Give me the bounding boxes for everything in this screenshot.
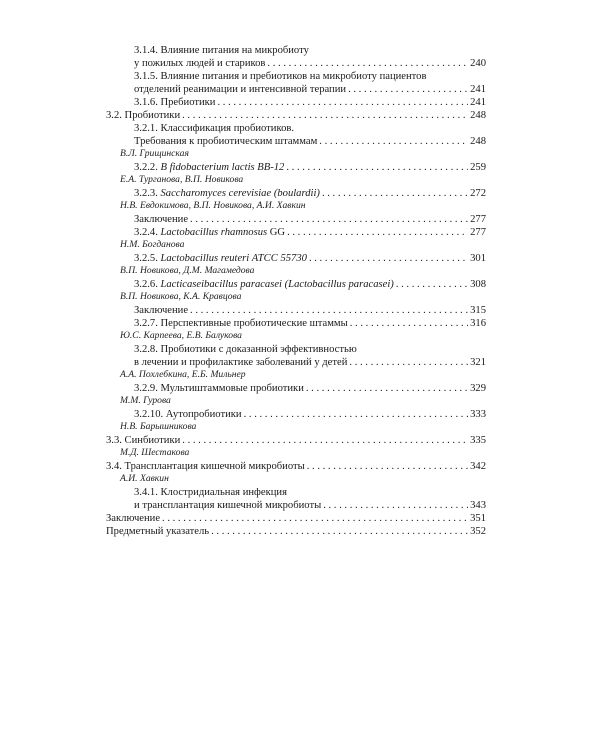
toc-entry[interactable] bbox=[106, 512, 486, 525]
toc-entry-title: 3.2.8. Пробиотики с доказанной эффективностью bbox=[134, 344, 357, 355]
toc-author: Н.В. Барышникова bbox=[120, 421, 197, 432]
toc-entry[interactable] bbox=[106, 382, 486, 395]
toc-page-number: 240 bbox=[470, 58, 486, 69]
toc-page-number: 351 bbox=[470, 513, 486, 524]
toc-entry[interactable] bbox=[106, 278, 486, 291]
toc-leader-dots bbox=[287, 226, 468, 239]
toc-page-number: 343 bbox=[470, 500, 486, 511]
table-of-contents bbox=[106, 44, 486, 538]
toc-entry[interactable] bbox=[106, 226, 486, 239]
toc-entry-title: 3.2.5. Lactobacillus reuteri ATCC 55730 bbox=[134, 253, 307, 264]
toc-entry-title: 3.1.6. Пребиотики bbox=[134, 97, 216, 108]
toc-author: А.А. Похлебкина, Е.Б. Мильнер bbox=[120, 369, 246, 380]
toc-leader-dots bbox=[190, 304, 468, 317]
toc-leader-dots bbox=[306, 382, 468, 395]
toc-entry[interactable] bbox=[106, 161, 486, 174]
toc-entry-title: 3.4.1. Клостридиальная инфекция bbox=[134, 487, 287, 498]
toc-entry-title: Предметный указатель bbox=[106, 526, 210, 537]
toc-entry-title: у пожилых людей и стариков bbox=[134, 58, 266, 69]
toc-page-number: 241 bbox=[470, 97, 486, 108]
toc-entry[interactable] bbox=[106, 317, 486, 330]
toc-entry-title: 3.2.7. Перспективные пробиотические штаммы bbox=[134, 318, 348, 329]
toc-page-number: 352 bbox=[470, 526, 486, 537]
toc-entry[interactable] bbox=[106, 44, 486, 70]
toc-leader-dots bbox=[350, 317, 468, 330]
toc-page-number: 301 bbox=[470, 253, 486, 264]
toc-author: Ю.С. Карпеева, Е.В. Балукова bbox=[120, 330, 242, 341]
toc-page-number: 316 bbox=[470, 318, 486, 329]
toc-author: В.Л. Грищинская bbox=[120, 148, 189, 159]
toc-page-number: 277 bbox=[470, 214, 486, 225]
toc-entry[interactable] bbox=[106, 434, 486, 447]
toc-leader-dots bbox=[182, 434, 468, 447]
toc-leader-dots bbox=[267, 57, 468, 70]
toc-entry-title: 3.1.5. Влияние питания и пребиотиков на микробиоту пациентов bbox=[134, 71, 427, 82]
toc-entry-title: 3.2.10. Аутопробиотики bbox=[134, 409, 242, 420]
toc-author: М.М. Гурова bbox=[120, 395, 171, 406]
toc-author: В.П. Новикова, Д.М. Магамедова bbox=[120, 265, 255, 276]
toc-page-number: 308 bbox=[470, 279, 486, 290]
toc-entry[interactable] bbox=[106, 252, 486, 265]
toc-entry[interactable] bbox=[106, 525, 486, 538]
toc-leader-dots bbox=[286, 161, 468, 174]
toc-page-number: 335 bbox=[470, 435, 486, 446]
toc-leader-dots bbox=[323, 499, 468, 512]
toc-leader-dots bbox=[349, 356, 468, 369]
toc-entry[interactable] bbox=[106, 304, 486, 317]
toc-entry-title: и трансплантация кишечной микробиоты bbox=[134, 500, 322, 511]
toc-entry-title: 3.2.3. Saccharomyces cerevisiae (boulardii) bbox=[134, 188, 320, 199]
toc-entry-title: 3.2.6. Lacticaseibacillus paracasei (Lactobacillus paracasei) bbox=[134, 279, 394, 290]
toc-leader-dots bbox=[217, 96, 468, 109]
toc-entry-title: 3.4. Трансплантация кишечной микробиоты bbox=[106, 461, 305, 472]
toc-entry-title: Требования к пробиотическим штаммам bbox=[134, 136, 318, 147]
toc-author: М.Д. Шестакова bbox=[120, 447, 190, 458]
toc-entry[interactable] bbox=[106, 122, 486, 148]
toc-page-number: 329 bbox=[470, 383, 486, 394]
toc-leader-dots bbox=[319, 135, 468, 148]
toc-entry-title: 3.2.9. Мультиштаммовые пробиотики bbox=[134, 383, 304, 394]
toc-page-number: 241 bbox=[470, 84, 486, 95]
toc-page-number: 333 bbox=[470, 409, 486, 420]
toc-leader-dots bbox=[211, 525, 468, 538]
toc-page-number: 315 bbox=[470, 305, 486, 316]
toc-page-number: 277 bbox=[470, 227, 486, 238]
toc-entry-title: отделений реанимации и интенсивной терапии bbox=[134, 84, 347, 95]
toc-entry-title: Заключение bbox=[134, 305, 189, 316]
toc-author: В.П. Новикова, К.А. Кравцова bbox=[120, 291, 242, 302]
toc-entry-title: в лечении и профилактике заболеваний у детей bbox=[134, 357, 348, 368]
toc-entry[interactable] bbox=[106, 343, 486, 369]
toc-entry[interactable] bbox=[106, 460, 486, 473]
toc-entry[interactable] bbox=[106, 96, 486, 109]
toc-leader-dots bbox=[348, 83, 468, 96]
toc-entry[interactable] bbox=[106, 213, 486, 226]
toc-page-number: 321 bbox=[470, 357, 486, 368]
toc-entry-title: 3.3. Синбиотики bbox=[106, 435, 181, 446]
toc-leader-dots bbox=[190, 213, 468, 226]
toc-page-number: 248 bbox=[470, 136, 486, 147]
toc-entry-title: 3.2. Пробиотики bbox=[106, 110, 181, 121]
toc-leader-dots bbox=[309, 252, 468, 265]
toc-author: Н.М. Богданова bbox=[120, 239, 185, 250]
toc-author: Н.В. Евдокимова, В.П. Новикова, А.И. Хавкин bbox=[120, 200, 306, 211]
toc-author: А.И. Хавкин bbox=[120, 473, 169, 484]
toc-entry-title: 3.2.2. B fidobacterium lactis BB-12 bbox=[134, 162, 285, 173]
toc-leader-dots bbox=[182, 109, 468, 122]
toc-entry[interactable] bbox=[106, 109, 486, 122]
toc-entry[interactable] bbox=[106, 70, 486, 96]
toc-leader-dots bbox=[244, 408, 469, 421]
toc-leader-dots bbox=[322, 187, 468, 200]
toc-leader-dots bbox=[307, 460, 468, 473]
toc-author: Е.А. Турганова, В.П. Новикова bbox=[120, 174, 244, 185]
toc-page-number: 272 bbox=[470, 188, 486, 199]
toc-leader-dots bbox=[162, 512, 468, 525]
toc-page-number: 342 bbox=[470, 461, 486, 472]
toc-page-number: 248 bbox=[470, 110, 486, 121]
toc-entry[interactable] bbox=[106, 187, 486, 200]
toc-entry-title: Заключение bbox=[134, 214, 189, 225]
toc-entry-title: 3.2.4. Lactobacillus rhamnosus GG bbox=[134, 227, 286, 238]
toc-entry-title: Заключение bbox=[106, 513, 161, 524]
toc-entry-title: 3.1.4. Влияние питания на микробиоту bbox=[134, 45, 309, 56]
toc-page-number: 259 bbox=[470, 162, 486, 173]
toc-leader-dots bbox=[396, 278, 468, 291]
toc-entry[interactable] bbox=[106, 408, 486, 421]
toc-entry-title: 3.2.1. Классификация пробиотиков. bbox=[134, 123, 295, 134]
toc-entry[interactable] bbox=[106, 486, 486, 512]
